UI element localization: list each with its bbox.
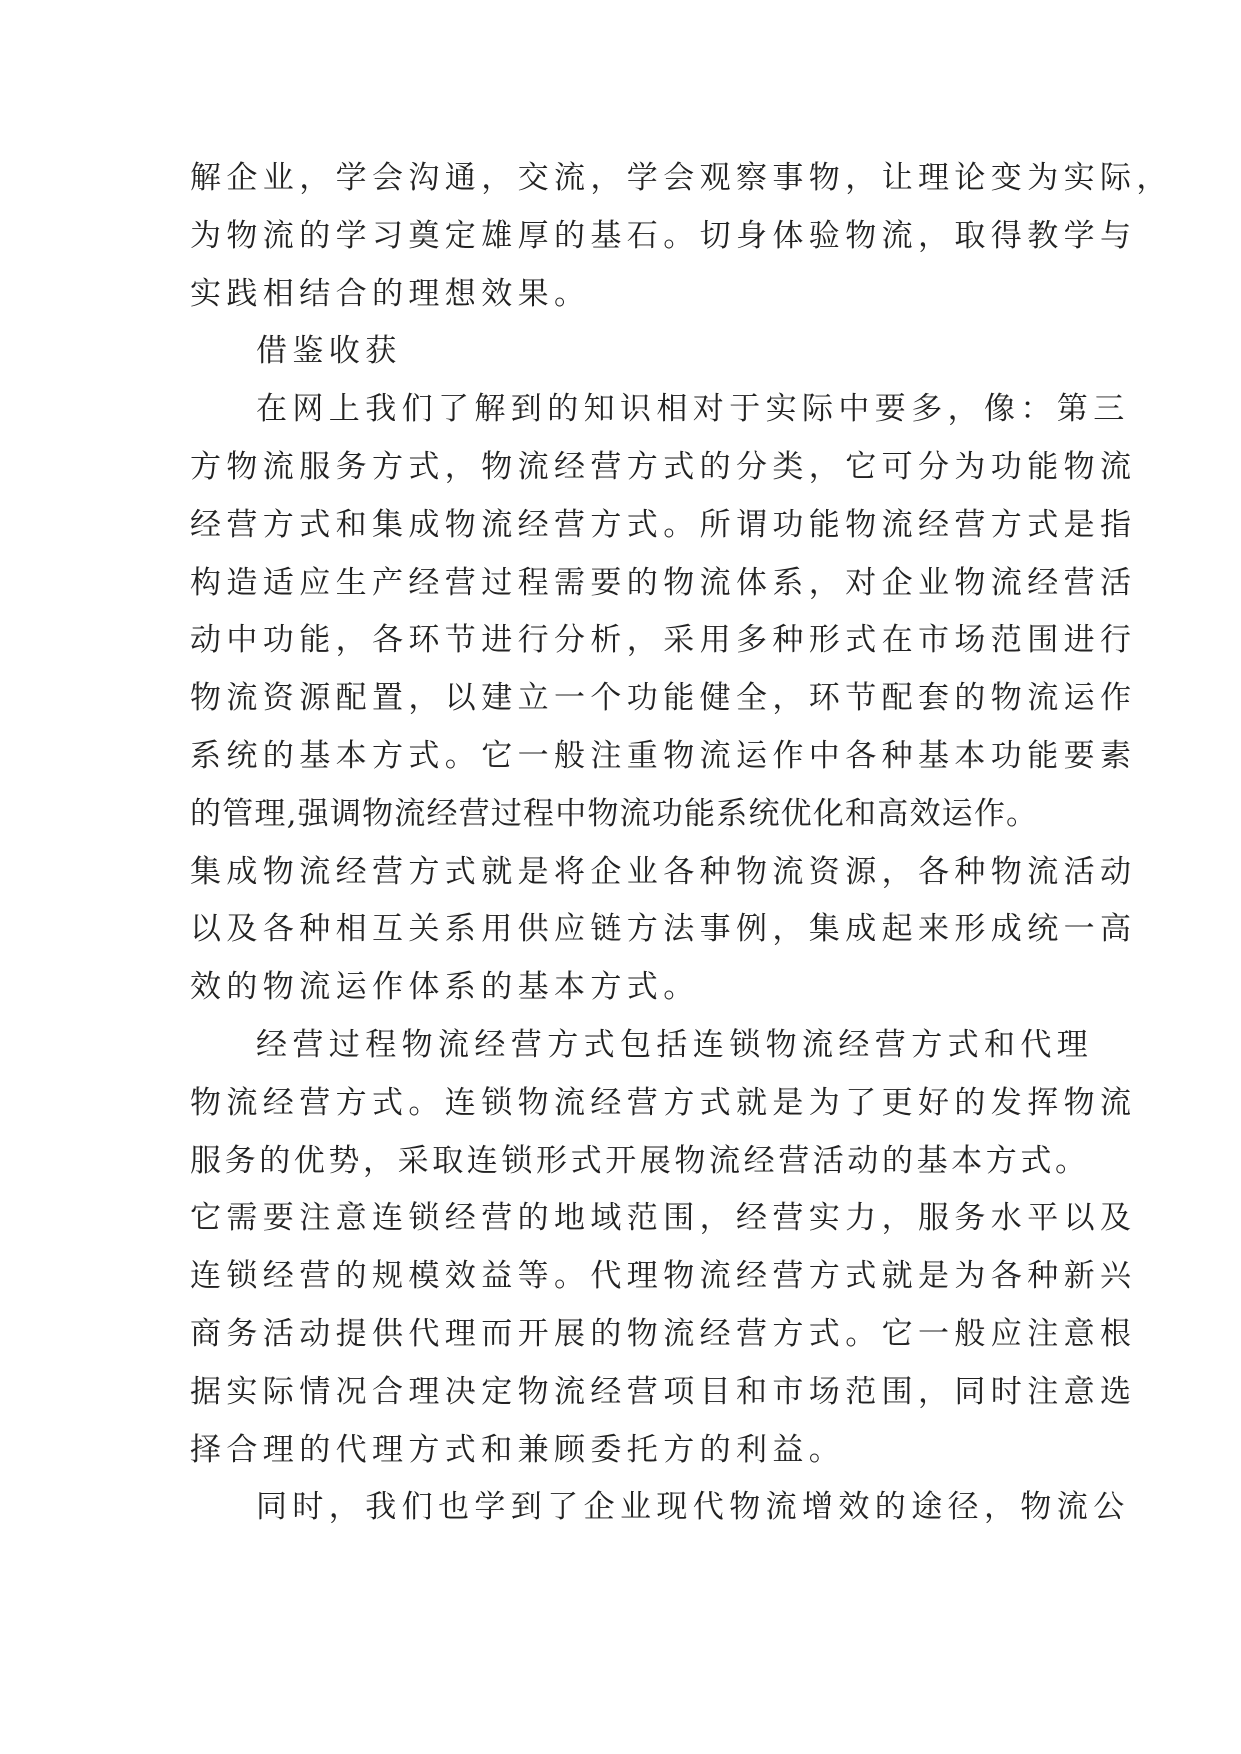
text-line: 解企业，学会沟通，交流，学会观察事物，让理论变为实际， — [190, 160, 1173, 196]
text-line: 构造适应生产经营过程需要的物流体系，对企业物流经营活 — [190, 564, 1137, 601]
text-line: 它需要注意连锁经营的地域范围，经营实力，服务水平以及 — [190, 1200, 1137, 1237]
text-line: 动中功能，各环节进行分析，采用多种形式在市场范围进行 — [190, 622, 1137, 659]
text-line: 以及各种相互关系用供应链方法事例，集成起来形成统一高 — [190, 911, 1137, 948]
text-line: 经营方式和集成物流经营方式。所谓功能物流经营方式是指 — [190, 506, 1137, 543]
text-line: 效的物流运作体系的基本方式。 — [190, 969, 700, 1006]
section-heading: 借鉴收获 — [256, 333, 402, 370]
body-text — [190, 150, 1173, 1537]
text-line: 实践相结合的理想效果。 — [190, 275, 591, 312]
paragraph-start: 在网上我们了解到的知识相对于实际中要多，像：第三 — [256, 391, 1130, 428]
text-line: 服务的优势，采取连锁形式开展物流经营活动的基本方式。 — [190, 1142, 1090, 1179]
text-line: 的管理,强调物流经营过程中物流功能系统优化和高效运作。 — [190, 795, 1039, 832]
text-line: 为物流的学习奠定雄厚的基石。切身体验物流，取得教学与 — [190, 217, 1137, 254]
text-line: 商务活动提供代理而开展的物流经营方式。它一般应注意根 — [190, 1315, 1137, 1352]
text-line: 方物流服务方式，物流经营方式的分类，它可分为功能物流 — [190, 448, 1137, 485]
text-line: 物流经营方式。连锁物流经营方式就是为了更好的发挥物流 — [190, 1084, 1137, 1121]
text-line: 集成物流经营方式就是将企业各种物流资源，各种物流活动 — [190, 853, 1137, 890]
text-line: 物流资源配置，以建立一个功能健全，环节配套的物流运作 — [190, 680, 1137, 717]
text-line: 系统的基本方式。它一般注重物流运作中各种基本功能要素 — [190, 737, 1137, 774]
text-line: 连锁经营的规模效益等。代理物流经营方式就是为各种新兴 — [190, 1258, 1137, 1295]
paragraph-start: 同时，我们也学到了企业现代物流增效的途径，物流公 — [256, 1489, 1130, 1526]
text-line: 择合理的代理方式和兼顾委托方的利益。 — [190, 1431, 846, 1468]
paragraph-start: 经营过程物流经营方式包括连锁物流经营方式和代理 — [256, 1026, 1094, 1063]
text-line: 据实际情况合理决定物流经营项目和市场范围，同时注意选 — [190, 1373, 1137, 1410]
